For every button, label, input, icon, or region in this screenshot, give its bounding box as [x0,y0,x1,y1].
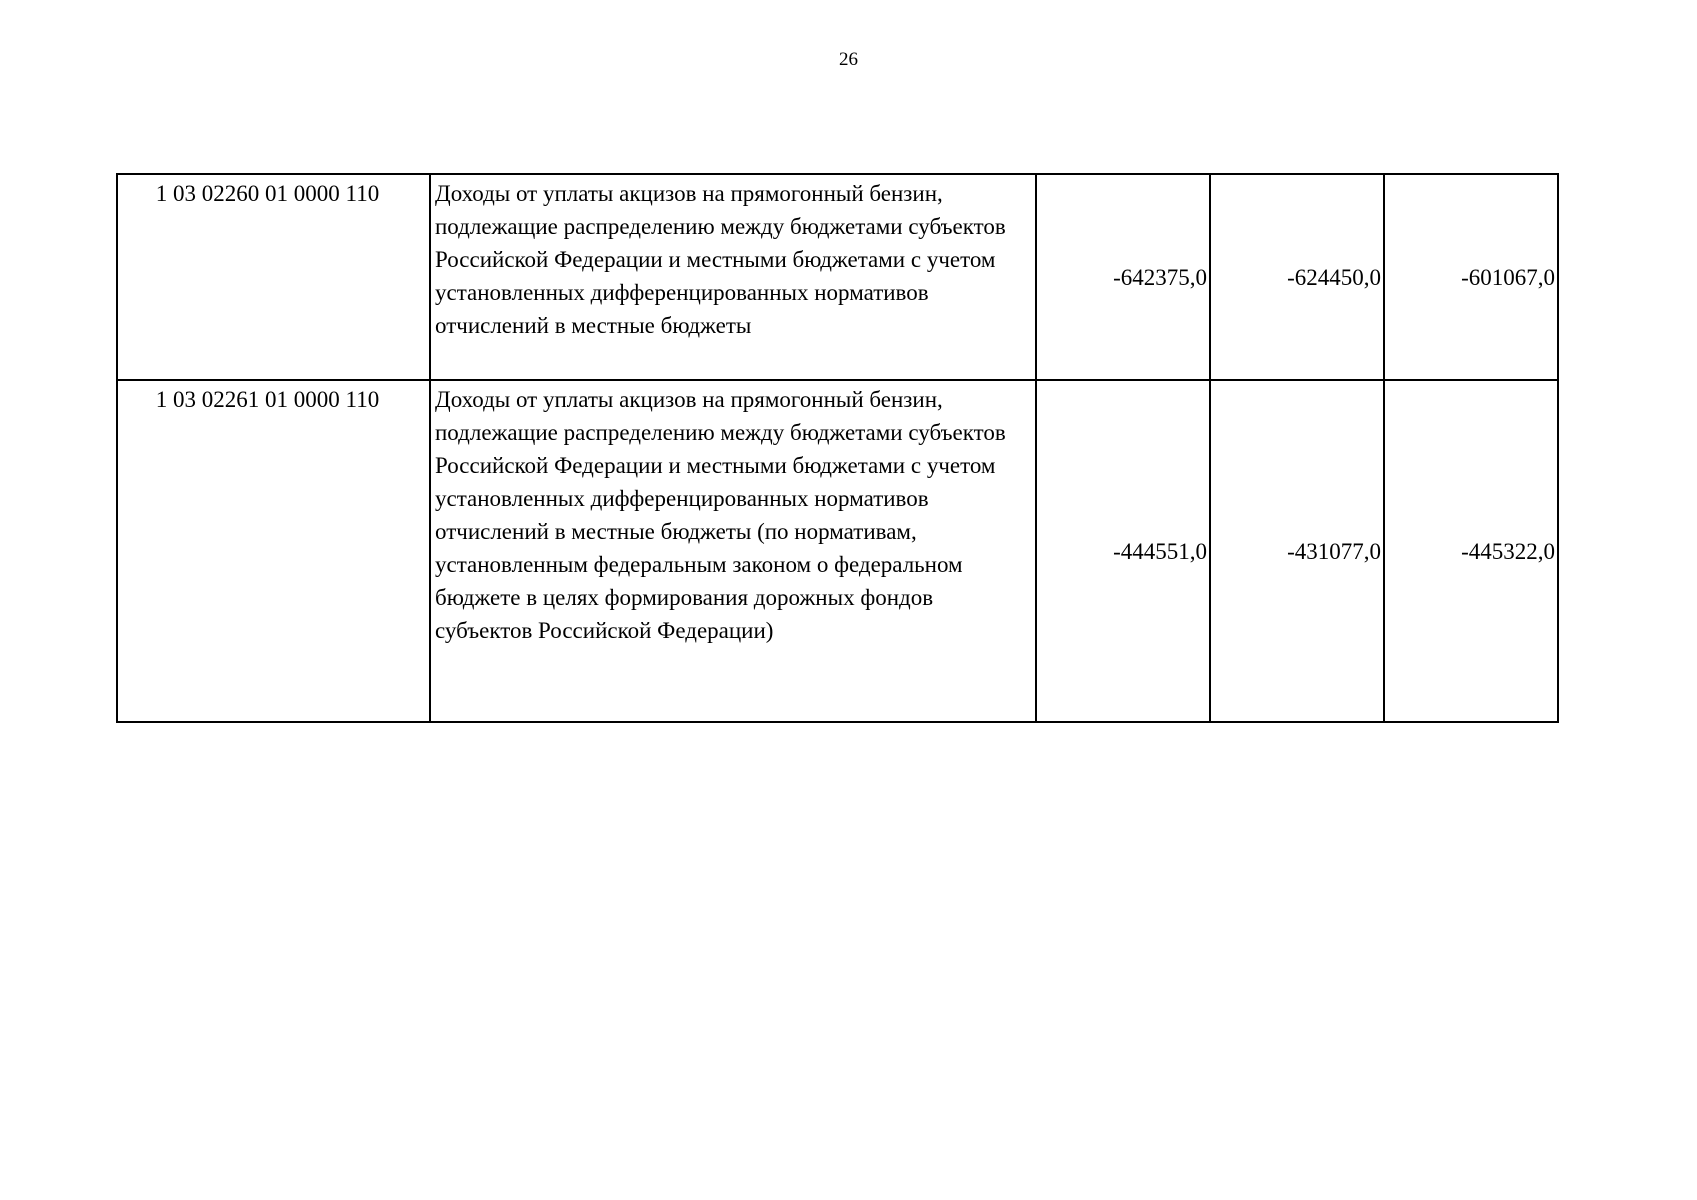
amount-cell-year-2 [1210,380,1384,722]
table-row [117,380,1558,722]
amount-cell-year-3 [1384,174,1558,380]
budget-code-cell [117,174,430,380]
amount-value: -642375,0 [1113,264,1207,290]
revenue-description: Доходы от уплаты акцизов на прямогонный бензин, подлежащие распределению между бюджетами субъектов Российской Федерации и местными бюджетами с учетом установленных дифференцированных нормативов отчислений в местные бюджеты [435,181,1006,338]
amount-cell-year-2 [1210,174,1384,380]
amount-value: -431077,0 [1287,538,1381,564]
amount-value: -445322,0 [1461,538,1555,564]
amount-cell-year-3 [1384,380,1558,722]
page-number: 26 [839,49,858,70]
amount-value: -601067,0 [1461,264,1555,290]
budget-code: 1 03 02260 01 0000 110 [155,181,380,206]
amount-cell-year-1 [1036,380,1210,722]
table-row [117,174,1558,380]
revenue-description: Доходы от уплаты акцизов на прямогонный бензин, подлежащие распределению между бюджетами субъектов Российской Федерации и местными бюджетами с учетом установленных дифференцированных нормативов отчислений в местные бюджеты (по нормативам, установленным федеральным законом о федеральном бюджете в целях формирования дорожных фондов субъектов Российской Федерации) [435,387,1006,643]
budget-code-cell [117,380,430,722]
budget-code: 1 03 02261 01 0000 110 [155,387,380,412]
description-cell [430,380,1036,722]
amount-value: -624450,0 [1287,264,1381,290]
amount-cell-year-1 [1036,174,1210,380]
budget-table [116,173,1559,723]
description-cell [430,174,1036,380]
amount-value: -444551,0 [1113,538,1207,564]
